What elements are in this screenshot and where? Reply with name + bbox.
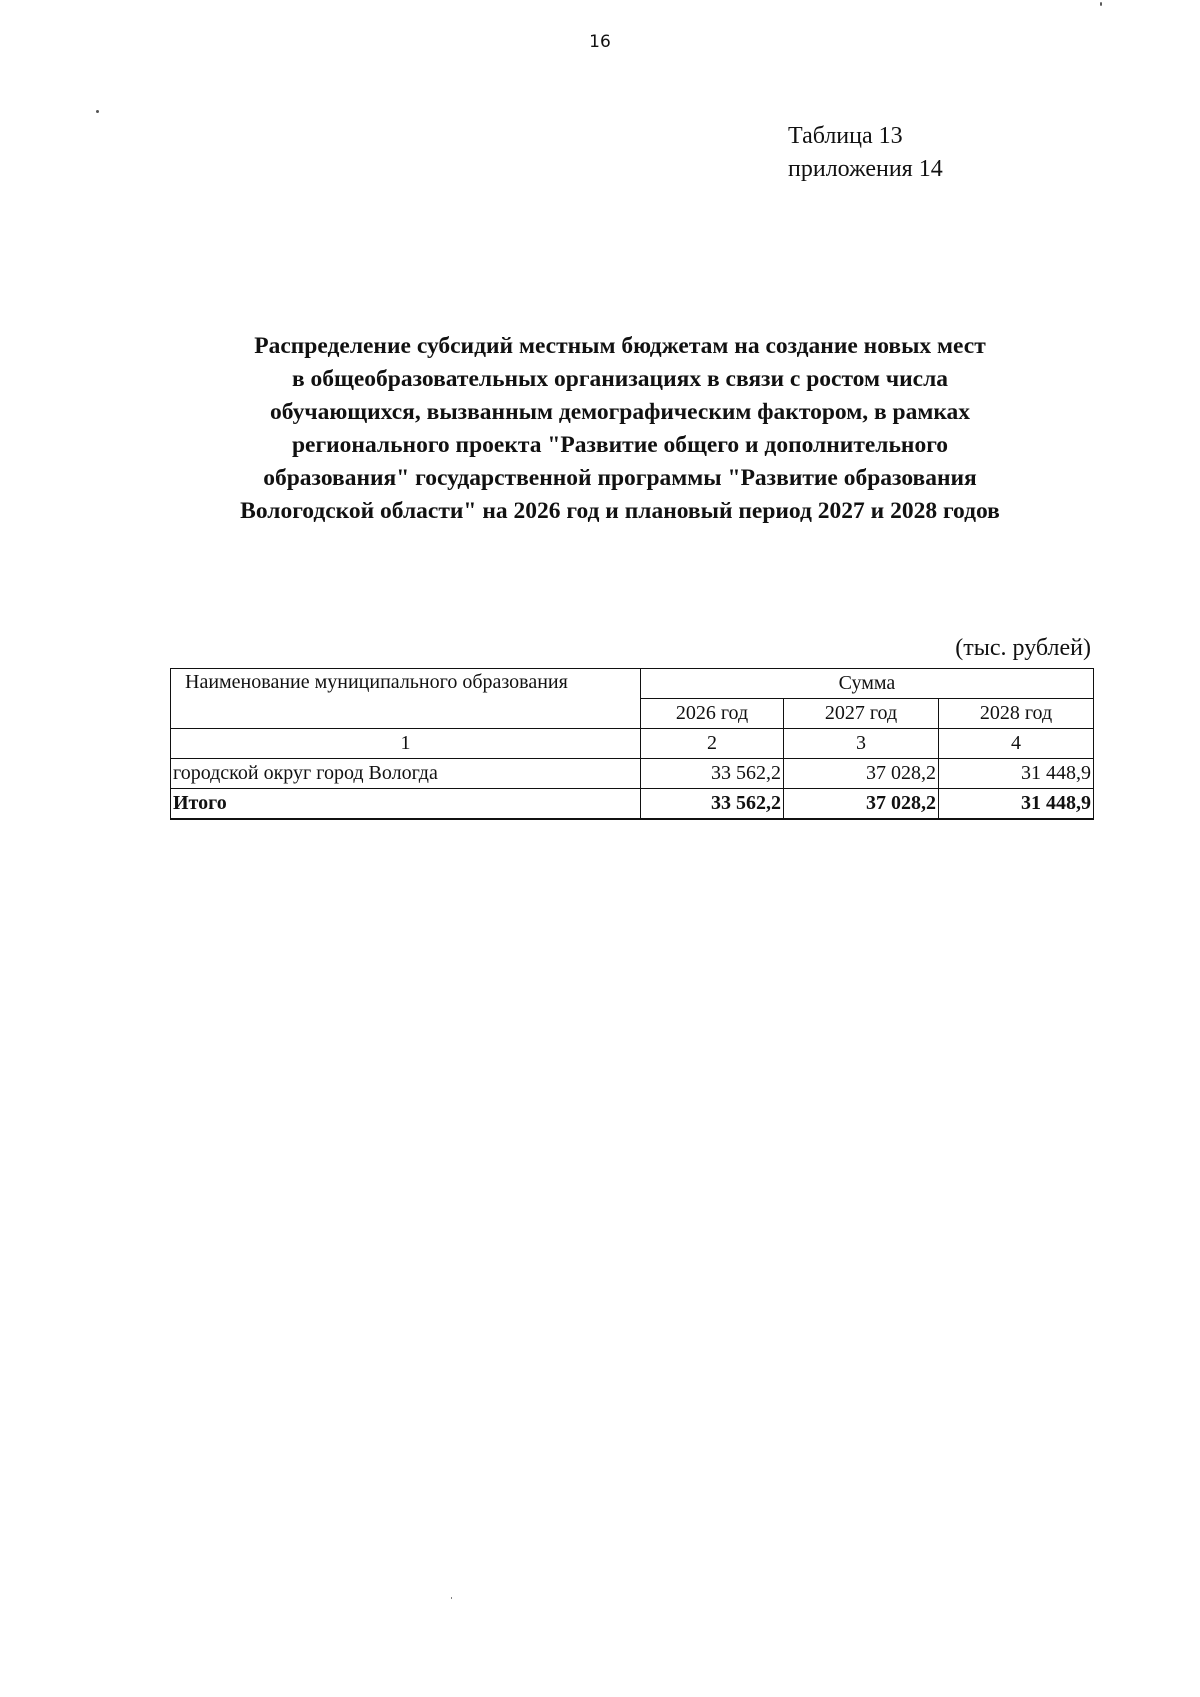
header-municipality: Наименование муниципального образования <box>171 669 641 729</box>
column-number: 4 <box>939 729 1094 759</box>
column-numbers-row <box>171 729 1094 759</box>
total-2026: 33 562,2 <box>641 789 784 820</box>
subsidy-table <box>170 668 1094 820</box>
table-reference-line-2: приложения 14 <box>788 156 943 182</box>
units-label: (тыс. рублей) <box>955 635 1091 661</box>
municipality-name: городской округ город Вологда <box>171 759 641 789</box>
title-line: Распределение субсидий местным бюджетам на создание новых мест <box>254 333 986 359</box>
title-line: в общеобразовательных организациях в связи с ростом числа <box>291 366 949 392</box>
title-line: регионального проекта "Развитие общего и дополнительного <box>291 432 949 458</box>
table-reference <box>788 120 943 186</box>
amount-2026: 33 562,2 <box>641 759 784 789</box>
title-line: образования" государственной программы "Развитие образования <box>263 465 977 491</box>
amount-2027: 37 028,2 <box>784 759 939 789</box>
header-year-2026: 2026 год <box>641 699 784 729</box>
scan-speck <box>1100 2 1102 6</box>
scan-speck <box>451 1597 452 1599</box>
amount-2028: 31 448,9 <box>939 759 1094 789</box>
total-2028: 31 448,9 <box>939 789 1094 820</box>
page-number: 16 <box>589 32 611 52</box>
table-reference-line-1: Таблица 13 <box>788 123 903 149</box>
header-sum: Сумма <box>641 669 1094 699</box>
table-row <box>171 759 1094 789</box>
total-2027: 37 028,2 <box>784 789 939 820</box>
column-number: 2 <box>641 729 784 759</box>
column-number: 1 <box>171 729 641 759</box>
table-header-row <box>171 669 1094 699</box>
header-year-2027: 2027 год <box>784 699 939 729</box>
title-line: обучающихся, вызванным демографическим фактором, в рамках <box>269 399 971 425</box>
scan-speck <box>96 110 99 113</box>
column-number: 3 <box>784 729 939 759</box>
total-row <box>171 789 1094 820</box>
title-line: Вологодской области" на 2026 год и плановый период 2027 и 2028 годов <box>240 498 1000 524</box>
header-year-2028: 2028 год <box>939 699 1094 729</box>
total-label: Итого <box>171 789 641 820</box>
document-title <box>160 330 1080 528</box>
